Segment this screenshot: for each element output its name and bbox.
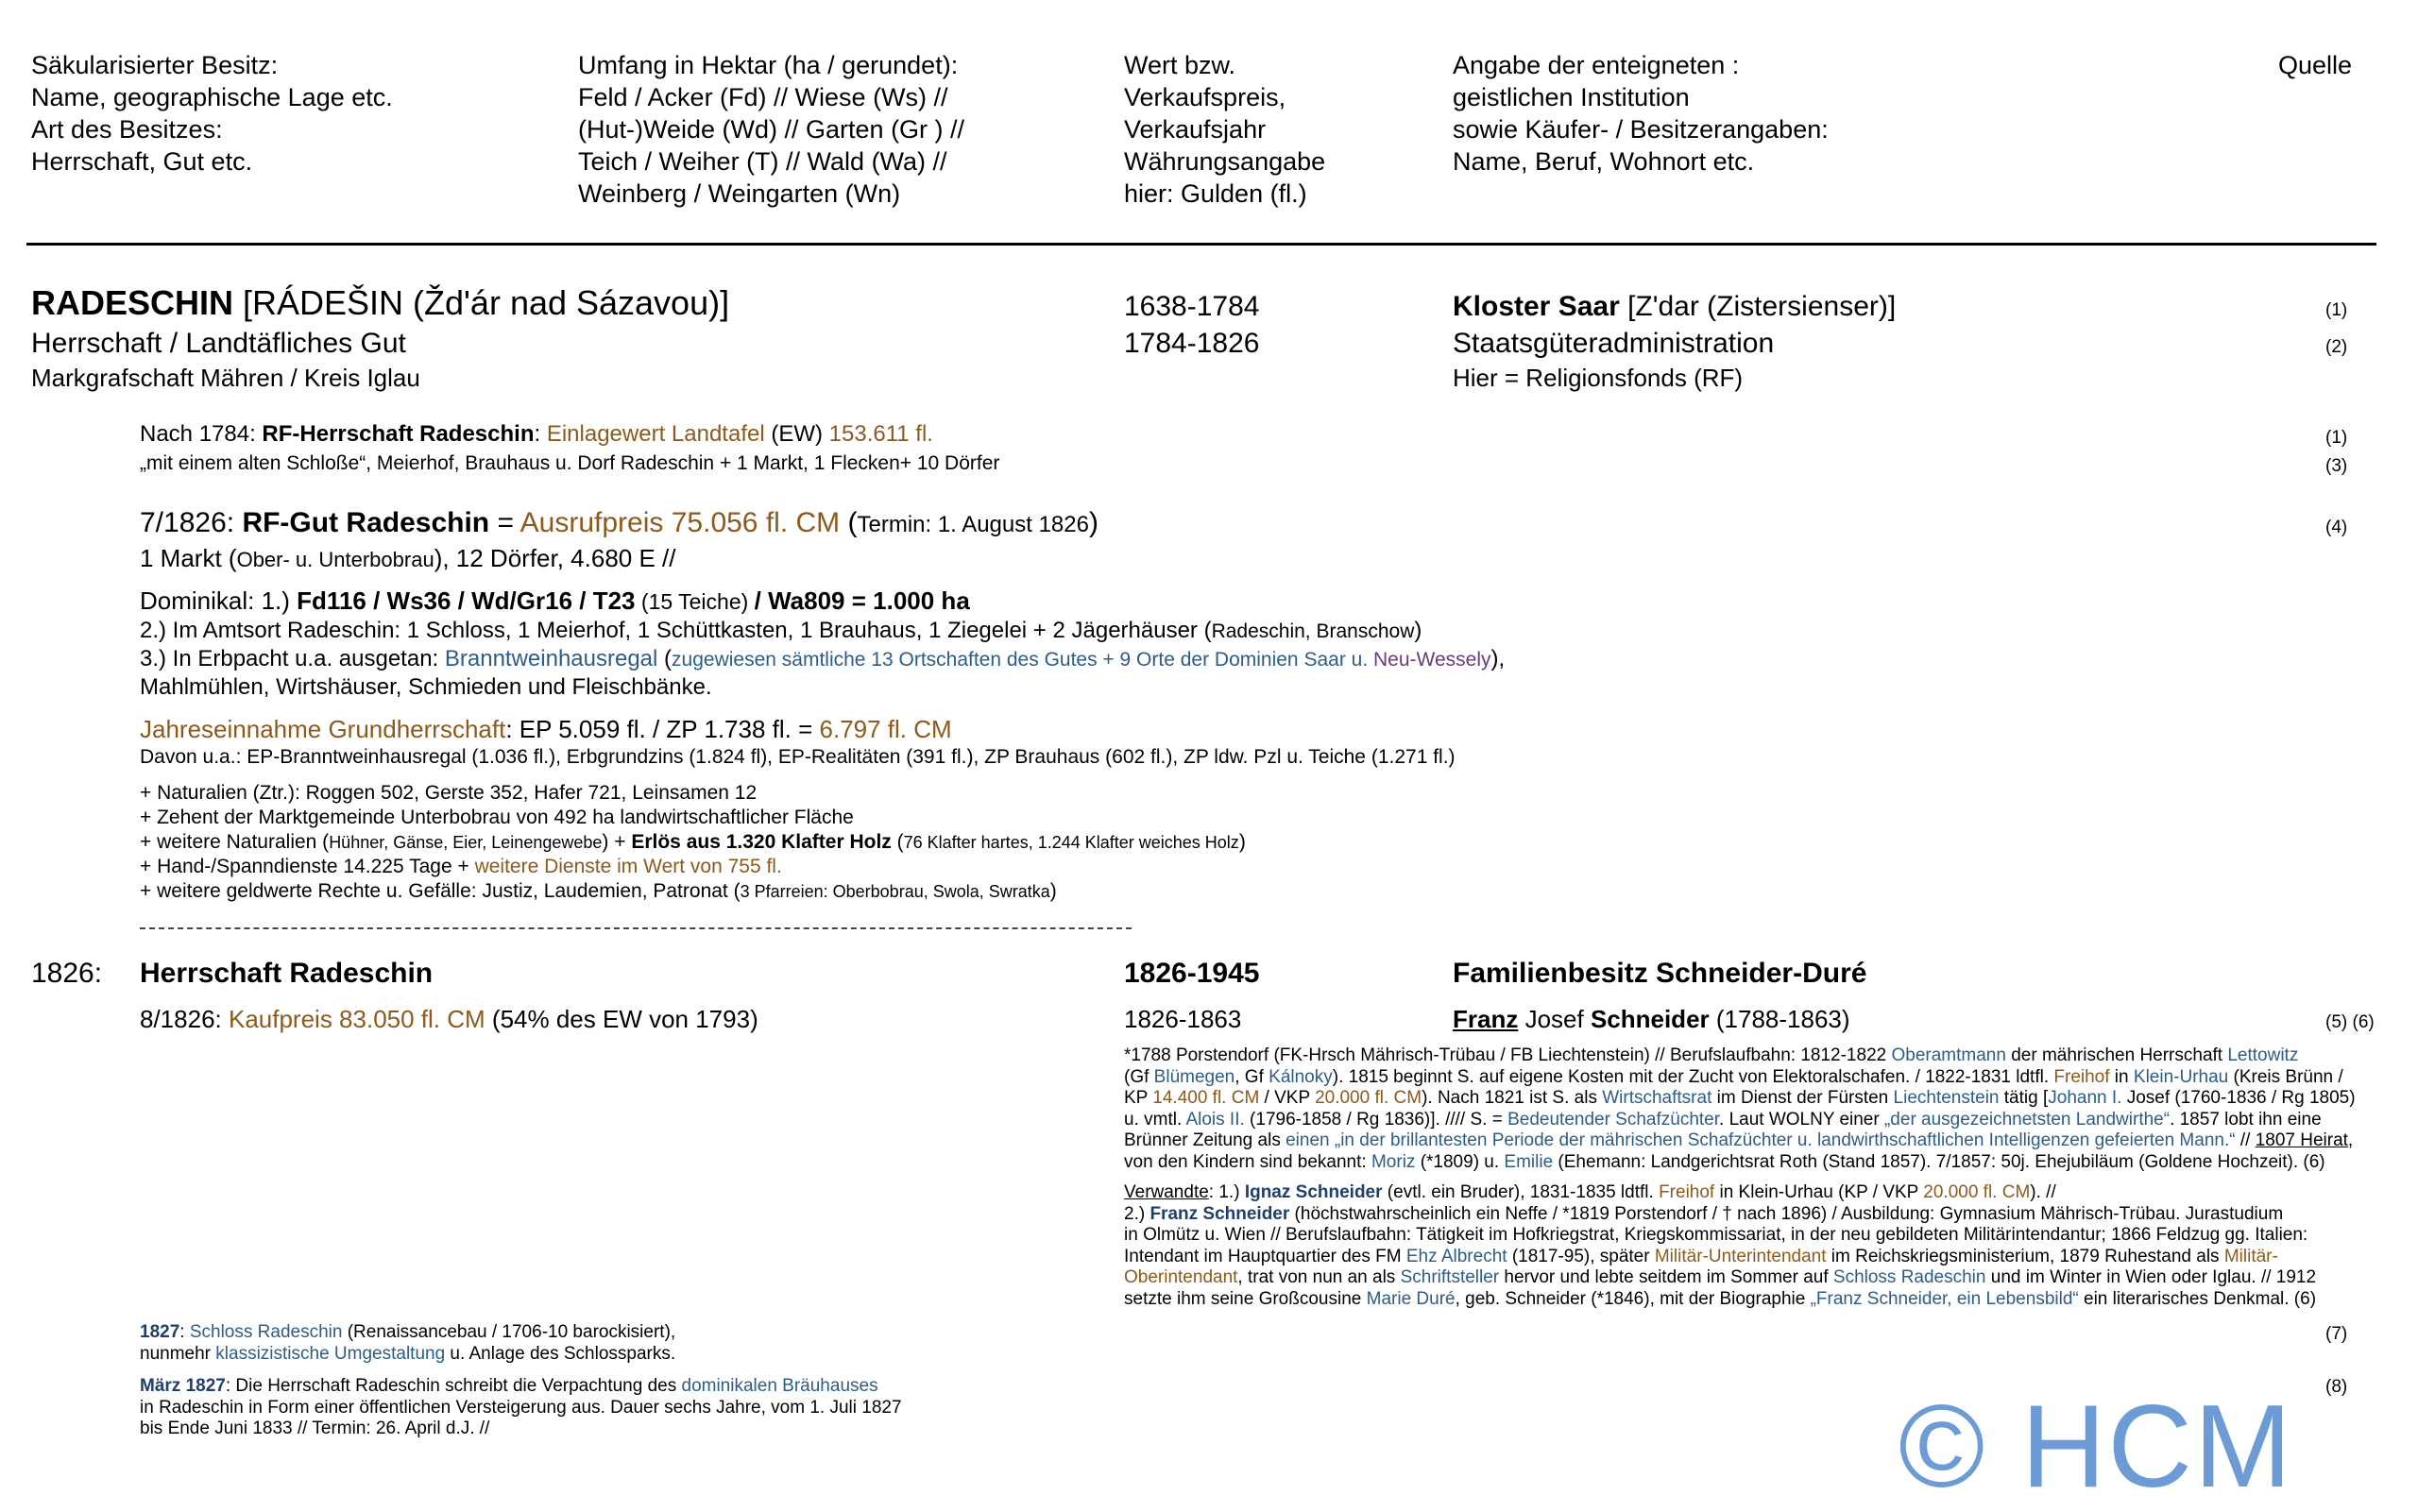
header-text: geistlichen Institution — [1453, 83, 1690, 111]
relatives-line — [1124, 1182, 2316, 1204]
income-item — [140, 829, 1246, 856]
text: (Kreis Brünn / — [2228, 1066, 2343, 1087]
text: 6.797 fl. CM — [819, 715, 952, 743]
text: : — [179, 1322, 190, 1342]
text: (54% des EW von 1793) — [485, 1005, 758, 1033]
text: von den Kindern sind bekannt: — [1124, 1151, 1371, 1172]
text: 2.) — [1124, 1203, 1150, 1224]
text: Termin: 1. August 1826 — [857, 512, 1089, 537]
relatives-line — [1124, 1204, 2316, 1226]
text: Militär- — [2223, 1246, 2278, 1266]
text: + weitere Naturalien ( — [140, 831, 330, 853]
text: einen „in der brillantesten Periode der mährischen Schafzüchter u. landwirthschaftlichen Intelligenzen gefeierten Mann.“ — [1286, 1130, 2236, 1150]
text: 3 Pfarreien: Oberbobrau, Swola, Swratka — [740, 882, 1050, 901]
after-1784-line — [140, 419, 933, 449]
text: Johann I. — [2048, 1088, 2122, 1108]
text: Blümegen — [1153, 1066, 1235, 1087]
source-ref: (2) — [2325, 337, 2348, 357]
text: (Renaissancebau / 1706-10 barockisiert), — [342, 1322, 676, 1342]
owner-family: Familienbesitz Schneider-Duré — [1453, 958, 1867, 989]
text: Franz — [1453, 1005, 1519, 1033]
text: RF-Gut Radeschin — [242, 507, 490, 538]
text: . 1857 lobt ihn eine — [2170, 1109, 2322, 1130]
text: , Gf — [1235, 1066, 1269, 1087]
text: ) — [1238, 831, 1246, 853]
text: u. Anlage des Schlossparks. — [445, 1343, 676, 1364]
income-item: + Zehent der Marktgemeinde Unterbobrau von 492 ha landwirtschaftlicher Fläche — [140, 807, 854, 828]
text: / Wa809 = 1.000 ha — [754, 586, 970, 615]
text: , trat von nun an als — [1237, 1267, 1401, 1287]
relatives-block — [1124, 1182, 2316, 1310]
text: 153.611 fl. — [828, 421, 933, 447]
header-text: Umfang in Hektar (ha / gerundet): — [578, 51, 959, 79]
text: : Die Herrschaft Radeschin schreibt die Verpachtung des — [225, 1376, 682, 1396]
header-text: Verkaufspreis, — [1124, 83, 1286, 111]
rf-gut-line — [140, 505, 1098, 543]
note-line: in Radeschin in Form einer öffentlichen Versteigerung aus. Dauer sechs Jahre, vom 1. Juli 1827 — [140, 1397, 902, 1418]
text: + weitere geldwerte Rechte u. Gefälle: Justiz, Laudemien, Patronat ( — [140, 880, 741, 902]
income-item — [140, 878, 1057, 905]
text: (höchstwahrscheinlich ein Neffe / *1819 Porstendorf / † nach 1896) / Ausbildung: Gymnasium Mährisch-Trübau. Jurastudium — [1289, 1203, 2284, 1224]
text: „der ausgezeichnetsten Landwirthe“ — [1883, 1109, 2171, 1130]
text: nunmehr — [140, 1343, 216, 1364]
header-col-institution — [1453, 49, 1829, 178]
text: Freihof — [1659, 1182, 1715, 1202]
relatives-line: in Olmütz u. Wien // Berufslaufbahn: Tätigkeit im Hofkriegstrat, Kriegskommissariat, in der neu gebildeten Militärintendantur; 1866 Feldzug gg. Italien: — [1124, 1225, 2308, 1245]
text: u. vmtl. — [1124, 1109, 1186, 1130]
text: 20.000 fl. CM — [1923, 1182, 2031, 1202]
text: *1788 Porstendorf (FK-Hrsch Mährisch-Trübau / FB Liechtenstein) // Berufslaufbahn: 1812-1822 — [1124, 1045, 1892, 1065]
text: Klein-Urhau — [2133, 1066, 2229, 1087]
text: 2.) Im Amtsort Radeschin: 1 Schloss, 1 Meierhof, 1 Schüttkasten, 1 Brauhaus, 1 Ziegelei + 2 Jägerhäuser ( — [140, 618, 1212, 643]
text: Erlös aus 1.320 Klafter Holz — [631, 831, 892, 853]
bio-block — [1124, 1045, 2356, 1173]
text: Schloss Radeschin — [1832, 1267, 1986, 1287]
copyright-watermark: © HCM — [1899, 1382, 2294, 1512]
header-text: Herrschaft, Gut etc. — [31, 147, 253, 176]
text: Verwandte — [1124, 1182, 1209, 1202]
property-type: Herrschaft / Landtäfliches Gut — [31, 328, 406, 359]
period-2: 1784-1826 — [1124, 328, 1260, 359]
relatives-line — [1124, 1247, 2316, 1268]
text: Schriftsteller — [1400, 1267, 1500, 1287]
text: (1817-95), später — [1507, 1246, 1655, 1266]
text: Schneider — [1590, 1005, 1710, 1033]
text: setzte ihm seine Großcousine — [1124, 1288, 1367, 1309]
note-line — [140, 1344, 675, 1366]
text: Oberamtmann — [1891, 1045, 2006, 1065]
property-region: Markgrafschaft Mähren / Kreis Iglau — [31, 364, 420, 392]
text: Lettowitz — [2227, 1045, 2299, 1065]
text: (Ehemann: Landgerichtsrat Roth (Stand 1857). 7/1857: 50j. Ehejubiläum (Goldene Hochzeit). (6) — [1553, 1151, 2325, 1172]
dominikal-line-4: Mahlmühlen, Wirtshäuser, Schmieden und Fleischbänke. — [140, 674, 712, 700]
text: 14.400 fl. CM — [1152, 1088, 1260, 1108]
section-divider — [140, 927, 1132, 929]
text: . Laut WOLNY einer — [1719, 1109, 1884, 1130]
income-item: + Naturalien (Ztr.): Roggen 502, Gerste 352, Hafer 721, Leinsamen 12 — [140, 782, 758, 804]
text: im Dienst der Fürsten — [1711, 1088, 1894, 1108]
text: Schloss Radeschin — [189, 1322, 343, 1342]
bio-line — [1124, 1130, 2356, 1152]
header-col-area — [578, 49, 964, 210]
text: 1807 Heirat — [2255, 1130, 2348, 1150]
source-ref: (3) — [2325, 456, 2348, 476]
text: dominikalen Bräuhauses — [681, 1376, 878, 1396]
header-text: Wert bzw. — [1124, 51, 1236, 79]
source-ref: (7) — [2325, 1324, 2348, 1344]
relatives-line — [1124, 1267, 2316, 1289]
owner-person — [1453, 1004, 1850, 1034]
header-text: Angabe der enteigneten : — [1453, 51, 1740, 79]
text: Branntweinhausregal — [444, 646, 658, 671]
header-text: Teich / Weiher (T) // Wald (Wa) // — [578, 147, 947, 176]
dominikal-line — [140, 586, 970, 617]
text: März 1827 — [140, 1376, 226, 1396]
text: Franz Schneider — [1149, 1203, 1290, 1224]
text: 7/1826: — [140, 507, 243, 538]
text: ( — [657, 646, 673, 671]
text: Oberintendant — [1124, 1267, 1238, 1287]
source-ref: (4) — [2325, 518, 2348, 537]
text: = — [489, 507, 520, 538]
text: Liechtenstein — [1893, 1088, 2000, 1108]
text: Ober- u. Unterbobrau — [236, 548, 434, 571]
header-text: sowie Käufer- / Besitzerangaben: — [1453, 115, 1829, 144]
purchase-price — [140, 1004, 758, 1034]
text: ), 12 Dörfer, 4.680 E // — [434, 544, 676, 572]
text: Josef (1760-1836 / Rg 1805) — [2121, 1088, 2356, 1108]
income-detail: Davon u.a.: EP-Branntweinhausregal (1.036 fl.), Erbgrundzins (1.824 fl), EP-Realitäten (391 fl.), ZP Brauhaus (602 fl.), ZP ldw. Pzl u. Teiche (1.271 fl.) — [140, 746, 1456, 768]
text: Dominikal: 1.) — [140, 586, 298, 615]
header-col-value — [1124, 49, 1325, 210]
text: im Reichskriegsministerium, 1879 Ruhestand als — [1826, 1246, 2224, 1266]
header-text: Name, Beruf, Wohnort etc. — [1453, 147, 1755, 176]
text: tätig [ — [1999, 1088, 2049, 1108]
text: 20.000 fl. CM — [1315, 1088, 1422, 1108]
text: 1 Markt ( — [140, 544, 237, 572]
text: / VKP — [1259, 1088, 1316, 1108]
text: Freihof — [2053, 1066, 2110, 1087]
text: 8/1826: — [140, 1005, 229, 1033]
text: : EP 5.059 fl. / ZP 1.738 fl. = — [505, 715, 820, 743]
property-name: RADESCHIN — [31, 283, 234, 322]
text: Alois II. — [1185, 1109, 1245, 1130]
text: Fd116 / Ws36 / Wd/Gr16 / T23 — [297, 586, 636, 615]
note-line — [140, 1322, 675, 1344]
owner-1 — [1453, 289, 1896, 325]
note-line: bis Ende Juni 1833 // Termin: 26. April d.J. // — [140, 1419, 490, 1438]
text: // — [2235, 1130, 2256, 1150]
text: 3.) In Erbpacht u.a. ausgetan: — [140, 646, 445, 671]
text: in Klein-Urhau (KP / VKP — [1714, 1182, 1924, 1202]
period-4: 1826-1863 — [1124, 1005, 1242, 1033]
text: : 1.) — [1208, 1182, 1245, 1202]
text: ( — [891, 831, 904, 853]
text: Militär-Unterintendant — [1654, 1246, 1827, 1266]
owner-1-detail: [Z'dar (Zistersienser)] — [1619, 291, 1897, 322]
owner-3: Hier = Religionsfonds (RF) — [1453, 364, 1744, 392]
property-name-location: [RÁDEŠIN (Žd'ár nad Sázavou)] — [233, 283, 730, 322]
header-text: Säkularisierter Besitz: — [31, 51, 279, 79]
text: Brünner Zeitung als — [1124, 1130, 1286, 1150]
header-text: Art des Besitzes: — [31, 115, 223, 144]
text: + Hand-/Spanndienste 14.225 Tage + — [140, 856, 475, 877]
text: klassizistische Umgestaltung — [215, 1343, 446, 1364]
header-divider — [26, 243, 2376, 246]
text: ein literarisches Denkmal. (6) — [2078, 1288, 2317, 1309]
text: ). Nach 1821 ist S. als — [1422, 1088, 1603, 1108]
property-title — [31, 283, 729, 323]
source-ref: (1) — [2325, 300, 2348, 320]
header-text: Feld / Acker (Fd) // Wiese (Ws) // — [578, 83, 948, 111]
text: (Gf — [1124, 1066, 1154, 1087]
text: Ignaz Schneider — [1244, 1182, 1383, 1202]
text: , geb. Schneider (*1846), mit der Biographie — [1455, 1288, 1811, 1309]
period-3: 1826-1945 — [1124, 958, 1260, 989]
source-ref: (8) — [2325, 1377, 2348, 1397]
text: ), — [1490, 646, 1506, 671]
text: Josef — [1518, 1005, 1591, 1033]
text: : — [534, 421, 547, 447]
income-item — [140, 854, 782, 879]
text: Einlagewert Landtafel — [546, 421, 765, 447]
bio-line — [1124, 1152, 2356, 1174]
text: Neu-Wessely — [1373, 649, 1491, 671]
source-ref: (5) (6) — [2325, 1012, 2375, 1032]
dominikal-line-3 — [140, 644, 1505, 674]
header-text: Währungsangabe — [1124, 147, 1326, 176]
text: in — [2109, 1066, 2134, 1087]
text: ) — [1049, 880, 1057, 902]
text: ) — [1088, 507, 1098, 538]
text: Marie Duré — [1366, 1288, 1456, 1309]
text: Bedeutender Schafzüchter — [1507, 1109, 1720, 1130]
period-1: 1638-1784 — [1124, 291, 1260, 322]
text: ) + — [602, 831, 632, 853]
header-col-source: Quelle — [2278, 51, 2353, 79]
header-text: hier: Gulden (fl.) — [1124, 179, 1307, 208]
header-text: (Hut-)Weide (Wd) // Garten (Gr ) // — [578, 115, 965, 144]
note-line — [140, 1376, 902, 1398]
bio-line — [1124, 1067, 2356, 1089]
text: und im Winter in Wien oder Iglau. // 1912 — [1985, 1267, 2317, 1287]
text: Wirtschaftsrat — [1602, 1088, 1712, 1108]
text: Intendant im Hauptquartier des FM — [1124, 1246, 1406, 1266]
relatives-line — [1124, 1289, 2316, 1311]
bio-line — [1124, 1045, 2356, 1067]
source-ref: (1) — [2325, 428, 2348, 448]
text: (1796-1858 / Rg 1836)]. //// S. = — [1244, 1109, 1508, 1130]
text: Kálnoky — [1269, 1066, 1333, 1087]
header-text: Verkaufsjahr — [1124, 115, 1267, 144]
section-title: Herrschaft Radeschin — [140, 958, 434, 989]
text: Ehz Albrecht — [1405, 1246, 1507, 1266]
text: Kaufpreis 83.050 fl. CM — [228, 1005, 485, 1033]
text: (EW) — [764, 421, 829, 447]
text: Nach 1784: — [140, 421, 263, 447]
text: , — [2347, 1130, 2354, 1150]
text: RF-Herrschaft Radeschin — [262, 421, 535, 447]
text: (*1809) u. — [1415, 1151, 1505, 1172]
text: KP — [1124, 1088, 1153, 1108]
section-year: 1826: — [31, 958, 103, 989]
text: zugewiesen sämtliche 13 Ortschaften des Gutes + 9 Orte der Dominien Saar u. — [672, 649, 1373, 671]
text: (1788-1863) — [1709, 1005, 1850, 1033]
text: 76 Klafter hartes, 1.244 Klafter weiches Holz — [903, 833, 1239, 852]
text: „Franz Schneider, ein Lebensbild“ — [1810, 1288, 2079, 1309]
owner-1-name: Kloster Saar — [1453, 291, 1620, 322]
dominikal-line-2 — [140, 616, 1422, 646]
text: ) — [1414, 618, 1422, 643]
text: Ausrufpreis 75.056 fl. CM — [519, 507, 841, 538]
rf-gut-places — [140, 543, 676, 575]
text: Emilie — [1504, 1151, 1554, 1172]
text: der mährischen Herrschaft — [2005, 1045, 2228, 1065]
text: Jahreseinnahme Grundherrschaft — [140, 715, 506, 743]
text: weitere Dienste im Wert von 755 fl. — [474, 856, 782, 877]
text: ). 1815 beginnt S. auf eigene Kosten mit der Zucht von Elektoralschafen. / 1822-1831 ldtfl. — [1332, 1066, 2054, 1087]
text: 1827 — [140, 1322, 180, 1342]
text: Moriz — [1371, 1151, 1416, 1172]
text: ). // — [2030, 1182, 2056, 1202]
income-line — [140, 714, 952, 744]
text: hervor und lebte seitdem im Sommer auf — [1499, 1267, 1833, 1287]
header-col-property — [31, 49, 393, 178]
owner-2: Staatsgüteradministration — [1453, 328, 1775, 359]
bio-line — [1124, 1088, 2356, 1110]
header-text: Weinberg / Weingarten (Wn) — [578, 179, 901, 208]
text: Radeschin, Branschow — [1211, 620, 1415, 642]
note-march-1827 — [140, 1376, 902, 1440]
note-1827 — [140, 1322, 675, 1365]
text: ( — [840, 507, 858, 538]
text: (15 Teiche) — [635, 589, 755, 614]
text: Hühner, Gänse, Eier, Leinengewebe — [329, 833, 603, 852]
after-1784-desc: „mit einem alten Schloße“, Meierhof, Brauhaus u. Dorf Radeschin + 1 Markt, 1 Flecken+ 10 Dörfer — [140, 452, 1000, 474]
text: (evtl. ein Bruder), 1831-1835 ldtfl. — [1382, 1182, 1660, 1202]
bio-line — [1124, 1110, 2356, 1131]
header-text: Name, geographische Lage etc. — [31, 83, 393, 111]
